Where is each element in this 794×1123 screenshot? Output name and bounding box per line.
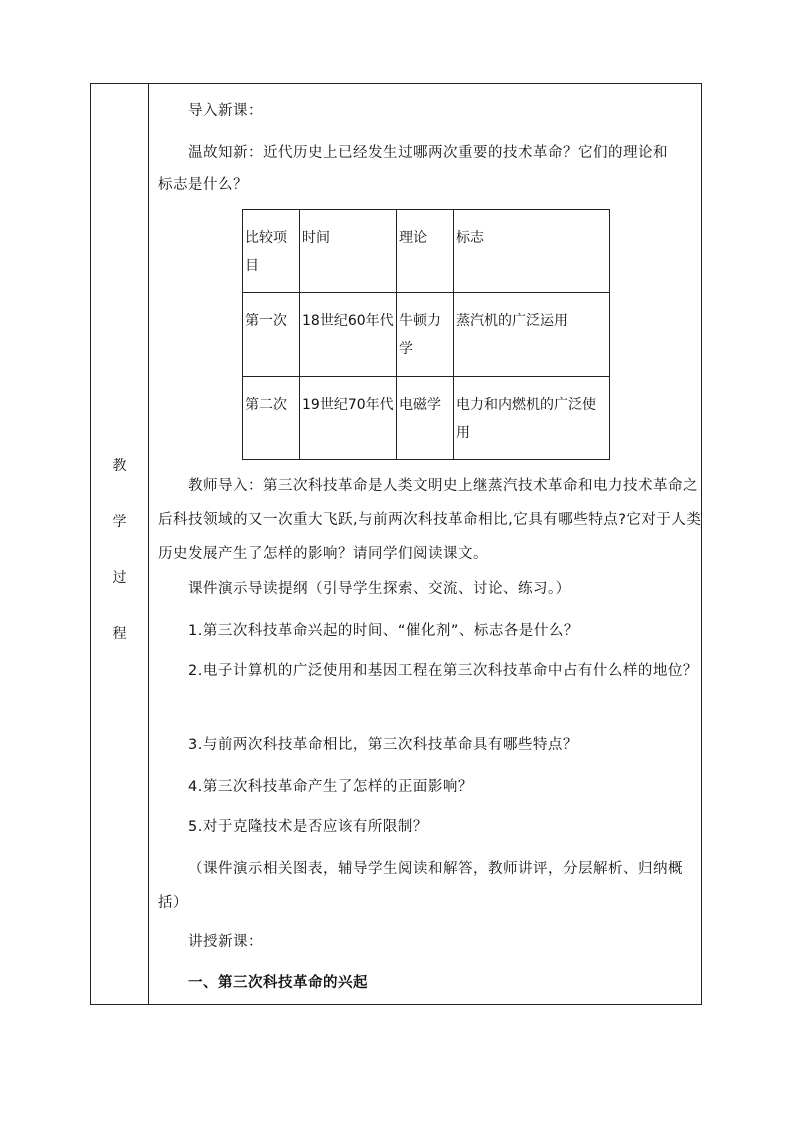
table-cell: 牛顿力学 [397,293,454,377]
comparison-table [242,209,610,460]
outline-question-4: 4.第三次科技革命产生了怎样的正面影响？ [188,779,473,795]
table-row [243,377,610,460]
section-label-char: 过 [112,570,127,586]
section-label-char: 程 [112,626,127,642]
section-label-char: 教 [112,458,127,474]
outline-question-3: 3.与前两次科技革命相比，第三次科技革命具有哪些特点？ [188,737,578,753]
table-cell: 电力和内燃机的广泛使用 [454,377,610,460]
table-header-cell: 时间 [300,210,397,293]
lesson-content [149,84,701,1004]
table-header-cell: 理论 [397,210,454,293]
section-label-char: 学 [112,514,127,530]
table-row [243,293,610,377]
teacher-intro-paragraph: 教师导入：第三次科技革命是人类文明史上继蒸汽技术革命和电力技术革命之后科技领域的又一次重大飞跃,与前两次科技革命相比,它具有哪些特点?它对于人类历史发展产生了怎样的影响？请同学们阅读课文。 [158,478,702,562]
outline-title: 课件演示导读提纲（引导学生探索、交流、讨论、练习。） [188,581,571,597]
outline-question-5: 5.对于克隆技术是否应该有所限制？ [188,819,428,835]
section-label-column [91,84,149,1004]
table-header-cell: 比较项目 [243,210,300,293]
table-cell: 第二次 [243,377,300,460]
lesson-frame [90,83,702,1005]
table-cell: 电磁学 [397,377,454,460]
intro-heading: 导入新课： [188,103,263,119]
outline-question-1: 1.第三次科技革命兴起的时间、“催化剂”、标志各是什么？ [188,623,579,639]
review-question-line1: 温故知新：近代历史上已经发生过哪两次重要的技术革命？它们的理论和 [188,145,668,161]
table-cell: 第一次 [243,293,300,377]
courseware-note: （课件演示相关图表，辅导学生阅读和解答，教师讲评，分层解析、归纳概括） [158,861,683,911]
table-header-cell: 标志 [454,210,610,293]
table-header-row [243,210,610,293]
section-heading: 一、第三次科技革命的兴起 [188,975,368,991]
lecture-heading: 讲授新课： [188,934,263,950]
table-cell: 18世纪60年代 [300,293,397,377]
table-cell: 蒸汽机的广泛运用 [454,293,610,377]
review-question-line2: 标志是什么？ [158,177,248,193]
table-cell: 19世纪70年代 [300,377,397,460]
outline-question-2: 2.电子计算机的广泛使用和基因工程在第三次科技革命中占有什么样的地位？ [188,663,698,679]
